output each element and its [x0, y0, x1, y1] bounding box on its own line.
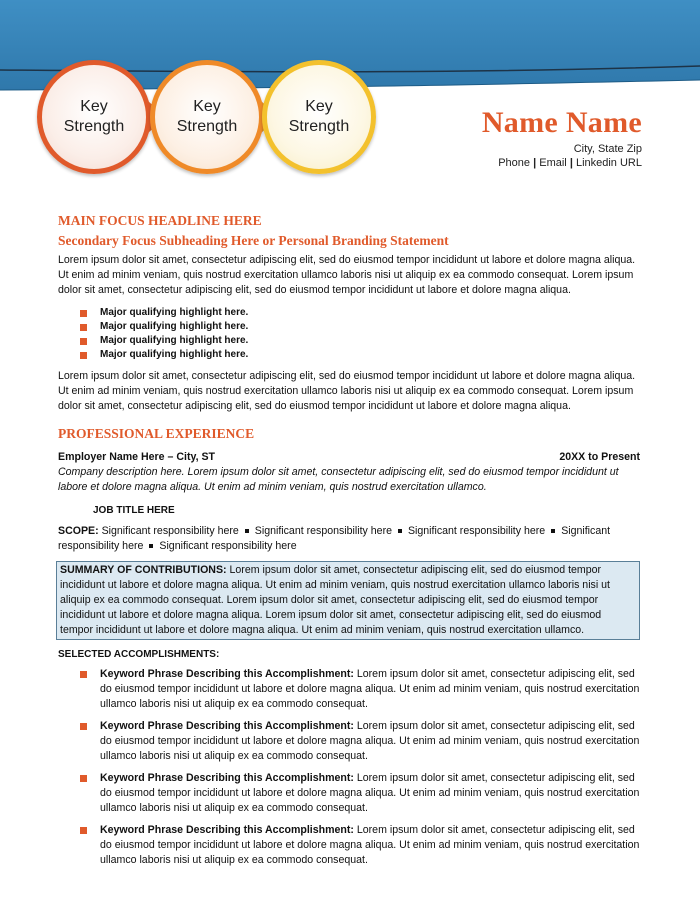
key-strength-3-line1: Key — [305, 98, 333, 115]
list-item — [80, 719, 640, 764]
square-bullet-icon — [80, 827, 87, 834]
list-item — [80, 348, 640, 362]
email: Email — [539, 157, 567, 169]
square-bullet-icon — [80, 352, 87, 359]
accomplishment-text: Lorem ipsum dolor sit amet, consectetur adipiscing elit, sed do eiusmod tempor incididunt ut labore et dolore magna aliqua. Ut enim ad minim veniam, quis nostrud exercitation ullamco laboris nisi ut aliquip ex ea commodo consequat. — [100, 824, 640, 866]
summary-label: SUMMARY OF CONTRIBUTIONS: — [60, 564, 227, 576]
accomplishments-list — [80, 667, 640, 868]
key-strength-3-line2: Strength — [288, 118, 350, 135]
summary-of-contributions-box — [56, 561, 640, 640]
summary-paragraph-2: Lorem ipsum dolor sit amet, consectetur adipiscing elit, sed do eiusmod tempor incididunt ut labore et dolore magna aliqua. Ut enim ad minim veniam, quis nostrud exercitation ullamco laboris nisi ut aliquip ex ea commodo consequat. Lorem ipsum dolor sit amet, consectetur adipiscing elit, sed do eiusmod tempor incididunt ut labore et dolore magna aliqua. — [58, 370, 636, 412]
scope-item: Significant responsibility here — [254, 525, 392, 537]
key-strength-circle-1 — [37, 60, 151, 174]
list-item — [80, 334, 640, 348]
key-strength-circle-2 — [150, 60, 264, 174]
scope-item: Significant responsibility here — [101, 525, 239, 537]
company-description: Company description here. Lorem ipsum dolor sit amet, consectetur adipiscing elit, sed do eiusmod tempor incididunt ut labore et dolore magna aliqua. Ut enim ad minim veniam, quis nostrud exercitation ullamco. — [58, 466, 619, 493]
scope-item: Significant responsibility here — [159, 540, 297, 552]
square-bullet-icon — [80, 310, 87, 317]
city-state-zip: City, State Zip — [573, 143, 642, 155]
scope-line — [58, 524, 640, 554]
accomplishment-text: Lorem ipsum dolor sit amet, consectetur adipiscing elit, sed do eiusmod tempor incididunt ut labore et dolore magna aliqua. Ut enim ad minim veniam, quis nostrud exercitation ullamco laboris nisi ut aliquip ex ea commodo consequat. — [100, 720, 640, 762]
focus-subheading: Secondary Focus Subheading Here or Personal Branding Statement — [58, 233, 449, 248]
accomplishment-text: Lorem ipsum dolor sit amet, consectetur adipiscing elit, sed do eiusmod tempor incididunt ut labore et dolore magna aliqua. Ut enim ad minim veniam, quis nostrud exercitation ullamco laboris nisi ut aliquip ex ea commodo consequat. — [100, 772, 640, 814]
list-item — [80, 320, 640, 334]
scope-item: Significant responsibility here — [407, 525, 546, 537]
contact-line — [498, 157, 642, 169]
key-strength-1-line1: Key — [80, 98, 108, 115]
summary-text: Lorem ipsum dolor sit amet, consectetur adipiscing elit, sed do eiusmod tempor incididunt ut labore et dolore magna aliqua. Ut enim ad minim veniam, quis nostrud exercitation ullamco laboris nisi ut aliquip ex ea commodo consequat. Lorem ipsum dolor sit amet, consectetur adipiscing elit, sed do eiusmod tempor incididunt ut labore et dolore magna aliqua. Lorem ipsum dolor sit amet, consectetur adipiscing elit, sed do eiusmod tempor incididunt ut labore et dolore magna aliqua. Ut enim ad minim veniam, quis nostrud exercitation ullamco. — [60, 564, 610, 636]
scope-label: SCOPE: — [58, 525, 99, 537]
highlights-list — [80, 306, 640, 362]
highlight-text: Major qualifying highlight here. — [100, 335, 249, 346]
job-title: JOB TITLE HERE — [93, 505, 175, 516]
bullet-dot-icon — [245, 529, 249, 533]
list-item — [80, 823, 640, 868]
key-strength-2-line1: Key — [193, 98, 221, 115]
accomplishment-keyword: Keyword Phrase Describing this Accomplishment: — [100, 668, 354, 680]
main-focus-headline: MAIN FOCUS HEADLINE HERE — [58, 213, 262, 228]
employer-name: Employer Name Here – City, ST — [58, 451, 216, 463]
key-strength-1-line2: Strength — [63, 118, 125, 135]
highlight-text: Major qualifying highlight here. — [100, 321, 249, 332]
bullet-dot-icon — [149, 544, 153, 548]
accomplishment-keyword: Keyword Phrase Describing this Accomplishment: — [100, 720, 354, 732]
bullet-dot-icon — [398, 529, 402, 533]
separator: | — [569, 157, 573, 169]
square-bullet-icon — [80, 671, 87, 678]
candidate-name: Name Name — [481, 106, 642, 139]
square-bullet-icon — [80, 723, 87, 730]
list-item — [80, 667, 640, 712]
highlight-text: Major qualifying highlight here. — [100, 349, 249, 360]
square-bullet-icon — [80, 775, 87, 782]
highlight-text: Major qualifying highlight here. — [100, 307, 249, 318]
phone: Phone — [498, 157, 531, 169]
selected-accomplishments-heading: SELECTED ACCOMPLISHMENTS: — [58, 649, 220, 660]
list-item — [80, 306, 640, 320]
key-strength-2-line2: Strength — [176, 118, 238, 135]
list-item — [80, 771, 640, 816]
key-strength-circle-3 — [262, 60, 376, 174]
accomplishment-keyword: Keyword Phrase Describing this Accomplishment: — [100, 772, 354, 784]
linkedin-url: Linkedin URL — [575, 157, 642, 169]
separator: | — [533, 157, 537, 169]
accomplishment-text: Lorem ipsum dolor sit amet, consectetur adipiscing elit, sed do eiusmod tempor incididunt ut labore et dolore magna aliqua. Ut enim ad minim veniam, quis nostrud exercitation ullamco laboris nisi ut aliquip ex ea commodo consequat. — [100, 668, 640, 710]
square-bullet-icon — [80, 324, 87, 331]
accomplishment-keyword: Keyword Phrase Describing this Accomplishment: — [100, 824, 354, 836]
scope-item: Significant responsibility here — [58, 525, 611, 552]
bullet-dot-icon — [551, 529, 555, 533]
employment-dates: 20XX to Present — [559, 451, 640, 463]
employer-row — [58, 450, 640, 465]
summary-paragraph-1: Lorem ipsum dolor sit amet, consectetur adipiscing elit, sed do eiusmod tempor incididunt ut labore et dolore magna aliqua. Ut enim ad minim veniam, quis nostrud exercitation ullamco laboris nisi ut aliquip ex ea commodo consequat. Lorem ipsum dolor sit amet, consectetur adipiscing elit, sed do eiusmod tempor incididunt ut labore et dolore magna aliqua. — [58, 254, 636, 296]
section-title-experience: PROFESSIONAL EXPERIENCE — [58, 426, 255, 441]
square-bullet-icon — [80, 338, 87, 345]
resume-body — [58, 213, 640, 875]
